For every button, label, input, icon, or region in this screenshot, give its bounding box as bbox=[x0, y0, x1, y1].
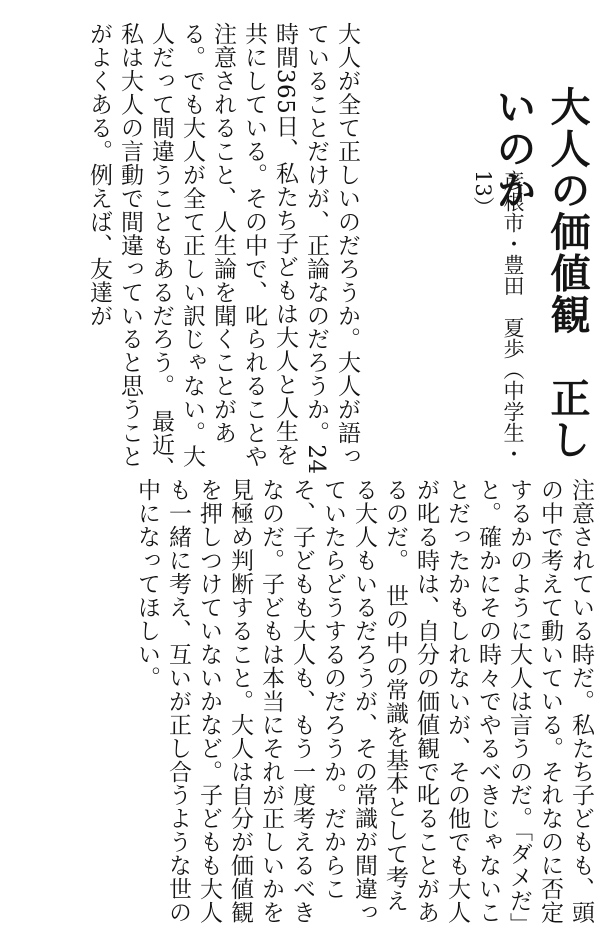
body-column-upper: 大人が全て正しいのだろうか。大人が語っていることだけが、正論なのだろうか。24時間365日、私たち子どもは大人と人生を共にしている。その中で、叱られることや注意されること、人生論を聞くことがある。でも大人が全て正しい訳じゃない。大人だって間違うこともあるだろう。 最近、私は大人の言動で間違っていると思うことがよくある。例えば、友達が bbox=[86, 22, 360, 480]
author-byline: 彦根市・豊田 夏歩（中学生・13） bbox=[471, 170, 525, 464]
body-column-lower: 注意されている時だ。私たち子どもも、頭の中で考えて動いている。それなのに否定するかのように大人は言うのだ。「ダメだ」と。確かにその時々でやるべきじゃないことだったかもしれないが、その他でも大人が叱る時は、自分の価値観で叱ることがあるのだ。 世の中の常識を基本として考える大人もいるだろうが、その常識が間違っていたらどうするのだろうか。だからこそ、子どもも大人も、もう一度考えるべきなのだ。子どもは本当にそれが正しいかを見極め判断すること。大人は自分が価値観を押しつけていないかなど。子どもも大人も一緒に考え、互いが正し合うような世の中になってほしい。 bbox=[134, 478, 594, 925]
article-title: 大人の価値観 正しいのか bbox=[490, 86, 591, 461]
